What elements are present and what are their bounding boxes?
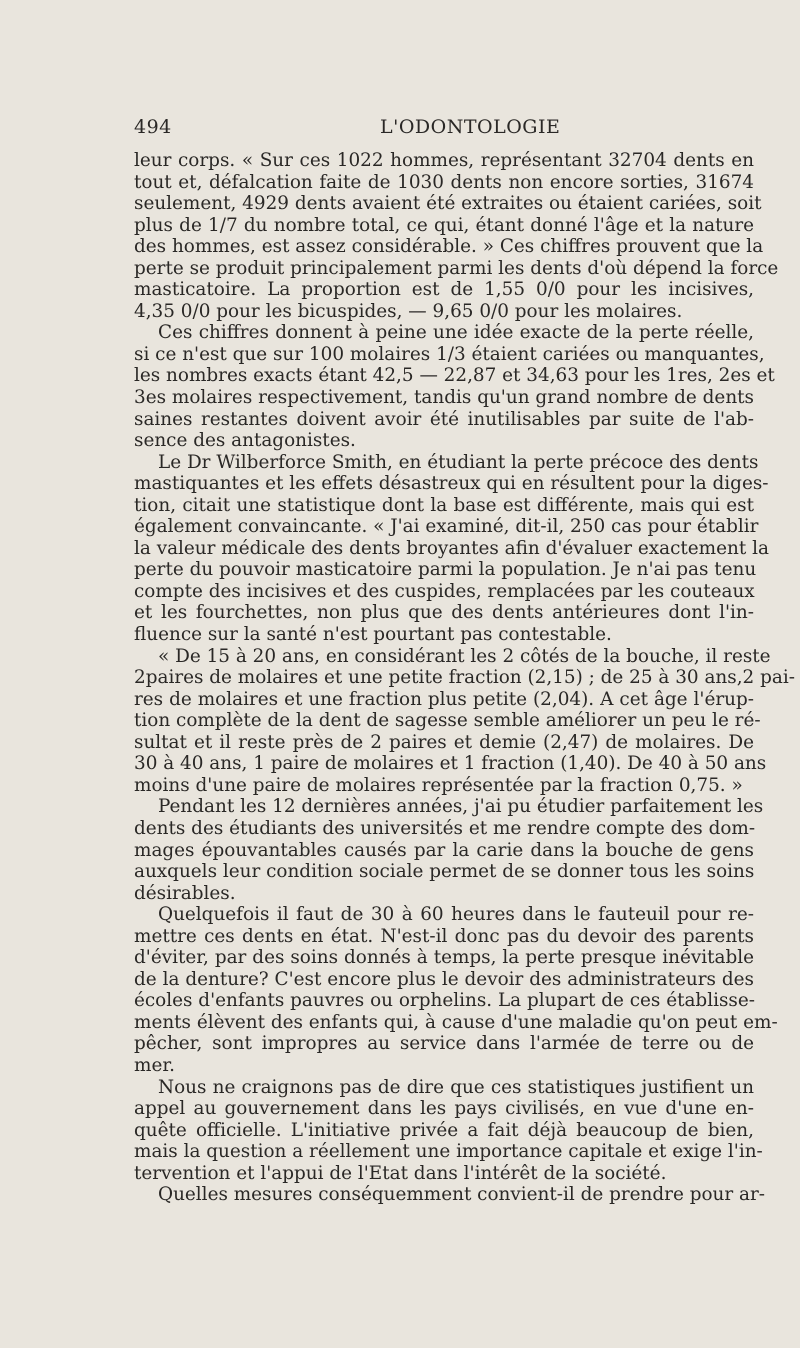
text-line: perte du pouvoir masticatoire parmi la population. Je n'ai pas tenu bbox=[134, 559, 757, 581]
text-line: res de molaires et une fraction plus petite (2,04). A cet âge l'érup- bbox=[134, 688, 754, 710]
text-line: Quelquefois il faut de 30 à 60 heures dans le fauteuil pour re- bbox=[158, 904, 754, 926]
text-line: mettre ces dents en état. N'est-il donc pas du devoir des parents bbox=[134, 925, 754, 947]
text-line: Pendant les 12 dernières années, j'ai pu étudier parfaitement les bbox=[158, 796, 764, 818]
text-line: pêcher, sont impropres au service dans l'armée de terre ou de bbox=[134, 1033, 754, 1055]
text-line: fluence sur la santé n'est pourtant pas contestable. bbox=[134, 624, 612, 646]
text-line: 3es molaires respectivement, tandis qu'un grand nombre de dents bbox=[134, 387, 754, 409]
body-text bbox=[134, 150, 795, 1206]
text-line: des hommes, est assez considérable. » Ces chiffres prouvent que la bbox=[134, 236, 764, 258]
text-line: 30 à 40 ans, 1 paire de molaires et 1 fraction (1,40). De 40 à 50 ans bbox=[134, 753, 767, 775]
text-line: d'éviter, par des soins donnés à temps, la perte presque inévitable bbox=[134, 947, 754, 969]
text-line: saines restantes doivent avoir été inutilisables par suite de l'ab- bbox=[134, 408, 754, 430]
text-line: perte se produit principalement parmi les dents d'où dépend la force bbox=[134, 257, 779, 279]
text-line: mais la question a réellement une importance capitale et exige l'in- bbox=[134, 1141, 763, 1163]
text-line: moins d'une paire de molaires représentée par la fraction 0,75. » bbox=[134, 774, 743, 796]
text-line: Quelles mesures conséquemment convient-il de prendre pour ar- bbox=[158, 1184, 765, 1206]
text-line: et les fourchettes, non plus que des dents antérieures dont l'in- bbox=[134, 602, 754, 624]
text-line: mages épouvantables causés par la carie dans la bouche de gens bbox=[134, 839, 754, 861]
text-line: compte des incisives et des cuspides, remplacées par les couteaux bbox=[134, 580, 755, 602]
text-line: tion complète de la dent de sagesse semble améliorer un peu le ré- bbox=[134, 710, 761, 732]
text-line: de la denture? C'est encore plus le devoir des administrateurs des bbox=[134, 968, 754, 990]
text-line: leur corps. « Sur ces 1022 hommes, représentant 32704 dents en bbox=[134, 150, 754, 171]
text-line: mastiquantes et les effets désastreux qui en résultent pour la diges- bbox=[134, 473, 769, 495]
text-line: ments élèvent des enfants qui, à cause d'une maladie qu'on peut em- bbox=[134, 1011, 778, 1033]
page-header bbox=[134, 116, 754, 140]
text-line: « De 15 à 20 ans, en considérant les 2 côtés de la bouche, il reste bbox=[158, 645, 771, 667]
text-line: sultat et il reste près de 2 paires et demie (2,47) de molaires. De bbox=[134, 731, 754, 753]
text-line: plus de 1/7 du nombre total, ce qui, étant donné l'âge et la nature bbox=[134, 214, 754, 236]
text-line: la valeur médicale des dents broyantes afin d'évaluer exactement la bbox=[134, 537, 769, 559]
page-number: 494 bbox=[134, 116, 172, 138]
text-line: mer. bbox=[134, 1054, 175, 1076]
text-line: si ce n'est que sur 100 molaires 1/3 étaient cariées ou manquantes, bbox=[134, 343, 765, 365]
text-line: seulement, 4929 dents avaient été extraites ou étaient cariées, soit bbox=[134, 193, 762, 215]
text-line: Ces chiffres donnent à peine une idée exacte de la perte réelle, bbox=[158, 322, 754, 344]
text-line: Nous ne craignons pas de dire que ces statistiques justifient un bbox=[158, 1076, 754, 1098]
text-line: tervention et l'appui de l'Etat dans l'intérêt de la société. bbox=[134, 1162, 667, 1184]
text-line: auxquels leur condition sociale permet de se donner tous les soins bbox=[134, 861, 755, 883]
text-line: désirables. bbox=[134, 882, 236, 904]
text-line: 4,35 0/0 pour les bicuspides, — 9,65 0/0 pour les molaires. bbox=[134, 300, 683, 322]
text-line: Le Dr Wilberforce Smith, en étudiant la perte précoce des dents bbox=[158, 451, 759, 473]
text-line: 2paires de molaires et une petite fraction (2,15) ; de 25 à 30 ans,2 pai- bbox=[134, 667, 795, 689]
text-line: écoles d'enfants pauvres ou orphelins. La plupart de ces établisse- bbox=[134, 990, 755, 1012]
text-line: dents des étudiants des universités et me rendre compte des dom- bbox=[134, 817, 756, 839]
text-line: sence des antagonistes. bbox=[134, 430, 356, 452]
running-head: L'ODONTOLOGIE bbox=[380, 116, 561, 138]
text-line: masticatoire. La proportion est de 1,55 0/0 pour les incisives, bbox=[134, 279, 754, 301]
text-line: tout et, défalcation faite de 1030 dents non encore sorties, 31674 bbox=[134, 171, 754, 193]
text-line: tion, citait une statistique dont la base est différente, mais qui est bbox=[134, 494, 754, 516]
text-line: également convaincante. « J'ai examiné, dit-il, 250 cas pour établir bbox=[134, 516, 759, 538]
text-line: quête officielle. L'initiative privée a fait déjà beaucoup de bien, bbox=[134, 1119, 754, 1141]
text-line: appel au gouvernement dans les pays civilisés, en vue d'une en- bbox=[134, 1098, 754, 1120]
text-line: les nombres exacts étant 42,5 — 22,87 et 34,63 pour les 1res, 2es et bbox=[134, 365, 775, 387]
